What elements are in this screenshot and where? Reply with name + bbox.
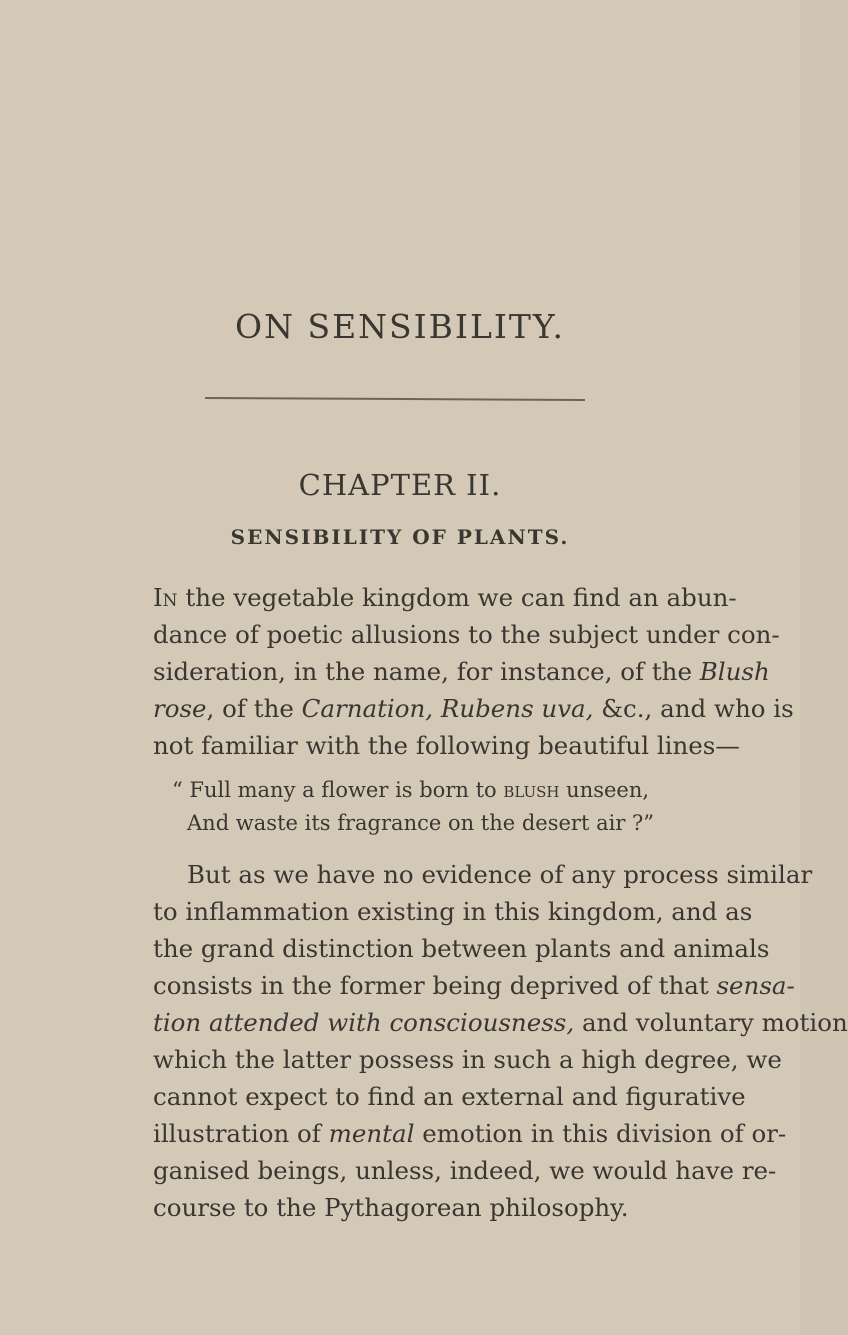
paragraph2-line4: consists in the former being deprived of that sensa- (153, 971, 795, 1000)
paragraph2-line10: course to the Pythagorean philosophy. (153, 1193, 629, 1222)
paragraph2-line3: the grand distinction between plants and animals (153, 934, 770, 963)
running-head: ON SENSIBILITY. (235, 307, 565, 346)
paragraph2-line7: cannot expect to find an external and figurative (153, 1082, 746, 1111)
quotation-line2: And waste its fragrance on the desert air ?” (187, 811, 655, 835)
chapter-heading: CHAPTER II. (298, 468, 502, 502)
paragraph1-line2: dance of poetic allusions to the subject under con- (153, 620, 780, 649)
paragraph2-line5: tion attended with consciousness, and voluntary motion (153, 1008, 848, 1037)
paragraph1-line1: In the vegetable kingdom we can find an abun- (153, 583, 737, 612)
opening-word: In (153, 583, 178, 612)
ornamental-rule (205, 397, 585, 401)
paragraph2-line1: But as we have no evidence of any process similar (187, 860, 813, 889)
section-title: SENSIBILITY OF PLANTS. (230, 525, 570, 549)
paragraph1-line4: rose, of the Carnation, Rubens uva, &c., and who is (153, 694, 794, 723)
paragraph2-line9: ganised beings, unless, indeed, we would have re- (153, 1156, 777, 1185)
paragraph2-line6: which the latter possess in such a high degree, we (153, 1045, 782, 1074)
paragraph2-line8: illustration of mental emotion in this division of or- (153, 1119, 787, 1148)
quotation-line1: “ Full many a flower is born to blush unseen, (172, 778, 650, 802)
paragraph2-line2: to inflammation existing in this kingdom, and as (153, 897, 753, 926)
paragraph1-line3: sideration, in the name, for instance, of the Blush (153, 657, 770, 686)
paragraph1-line5: not familiar with the following beautiful lines— (153, 731, 740, 760)
